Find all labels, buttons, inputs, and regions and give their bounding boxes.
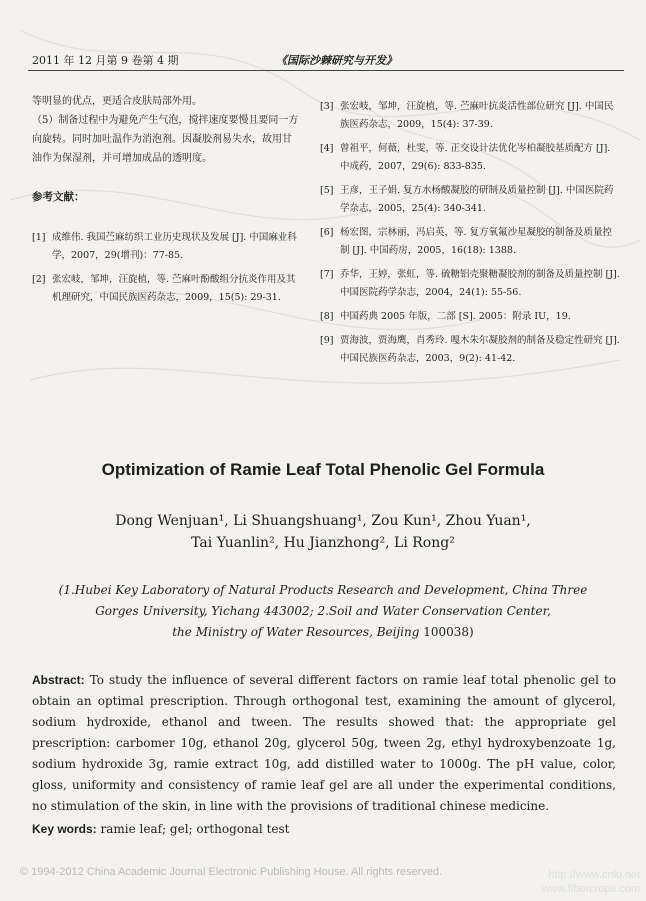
reference-text: 杨宏图，宗林丽，冯启英，等. 复方氧氟沙星凝胶的制备及质量控制 [J]. 中国药房，2005，16(18): 1388.: [340, 227, 613, 256]
reference-item: [32, 271, 300, 307]
affiliation-line: Gorges University, Yichang 443002; 2.Soil and Water Conservation Center,: [95, 604, 551, 618]
reference-number: [5]: [320, 185, 334, 196]
postal-code: 100038): [419, 625, 474, 639]
reference-item: [320, 224, 620, 260]
abstract-text: To study the influence of several different factors on ramie leaf total phenolic gel to obtain an optimal prescription. Through orthogonal test, examining the amount of glycerol, sodium hydroxide, ethanol and tween. The results showed that: the appropriate gel prescription: carbomer 10g, ethanol 20g, glycerol 50g, tween 2g, ethyl hydroxybenzoate 1g, sodium hydroxide 3g, ramie extract 10g, add distilled water to 1000g. The pH value, color, gloss, uniformity and consistency of ramie leaf gel are all under the experimental conditions, no stimulation of the skin, in line with the provisions of traditional chinese medicine.: [32, 673, 616, 813]
affiliation-text: the Ministry of Water Resources, Beijing: [172, 625, 420, 639]
author-line: Dong Wenjuan¹, Li Shuangshuang¹, Zou Kun¹, Zhou Yuan¹,: [115, 513, 531, 529]
affiliations: [40, 580, 606, 643]
reference-text: 贾海波，贾海鹰，肖秀玲. 嘎木朱尔凝胶剂的制备及稳定性研究 [J]. 中国民族医药杂志，2003，9(2): 41-42.: [340, 335, 620, 364]
reference-item: [320, 140, 620, 176]
reference-text: 张宏岐，邹坤，汪旋植，等. 苎麻叶酚酸组分抗炎作用及其机理研究，中国民族医药杂志，2009，15(5): 29-31.: [52, 274, 296, 303]
reference-item: [320, 308, 620, 326]
keywords-text: ramie leaf; gel; orthogonal test: [96, 822, 290, 836]
abstract: [32, 670, 616, 817]
reference-item: [32, 229, 300, 265]
watermark-text: www.fibercrops.com: [541, 883, 640, 895]
body-paragraph: （5）制备过程中为避免产生气泡，搅拌速度要慢且要同一方向旋转。同时加吐温作为消泡剂。因凝胶剂易失水，故用甘油作为保湿剂，并可增加成品的透明度。: [32, 115, 299, 164]
body-paragraph: 等明显的优点，更适合皮肤局部外用。: [32, 96, 202, 107]
reference-number: [6]: [320, 227, 334, 238]
reference-text: 张宏岐，邹坤，汪旋植，等. 苎麻叶抗炎活性部位研究 [J]. 中国民族医药杂志，2009，15(4): 37-39.: [340, 101, 614, 130]
reference-item: [320, 98, 620, 134]
reference-text: 中国药典 2005 年版，二部 [S]. 2005：附录 IU，19.: [340, 311, 571, 322]
affiliation-line: (1.Hubei Key Laboratory of Natural Products Research and Development, China Three: [58, 583, 588, 597]
reference-text: 乔华，王婷，张虹，等. 硫糖铝壳聚糖凝胶剂的制备及质量控制 [J]. 中国医院药学杂志，2004，24(1): 55-56.: [340, 269, 620, 298]
keywords-label: Key words:: [32, 822, 97, 836]
article-title: Optimization of Ramie Leaf Total Phenolic Gel Formula: [101, 460, 545, 479]
right-column: [320, 92, 620, 372]
author-list: [60, 510, 586, 554]
reference-number: [8]: [320, 311, 334, 322]
running-header: [28, 52, 624, 71]
reference-number: [2]: [32, 274, 46, 285]
reference-text: 成维伟. 我国苎麻纺织工业历史现状及发展 [J]. 中国麻业科学，2007，29(增刊)：77-85.: [52, 232, 297, 261]
abstract-label: Abstract:: [32, 673, 85, 687]
site-url: http://www.cnki.net: [548, 869, 640, 881]
reference-number: [9]: [320, 335, 334, 346]
affiliation-line: [40, 622, 606, 643]
issue-info: 2011 年 12 月第 9 卷第 4 期: [32, 54, 179, 67]
reference-item: [320, 332, 620, 368]
journal-name: 《国际沙棘研究与开发》: [276, 54, 397, 67]
reference-number: [1]: [32, 232, 46, 243]
author-line: Tai Yuanlin², Hu Jianzhong², Li Rong²: [191, 535, 455, 551]
left-column: [32, 92, 300, 307]
reference-number: [3]: [320, 101, 334, 112]
reference-number: [7]: [320, 269, 334, 280]
reference-number: [4]: [320, 143, 334, 154]
reference-text: 曾祖平，何薇，杜雯，等. 正交设计法优化岑柏凝胶基质配方 [J]. 中成药，2007，29(6): 833-835.: [340, 143, 611, 172]
keywords: [32, 822, 616, 836]
site-watermark: [470, 868, 640, 896]
reference-item: [320, 266, 620, 302]
reference-text: 王彦，王子娟. 复方水杨酸凝胶的研制及质量控制 [J]. 中国医院药学杂志，2005，25(4): 340-341.: [340, 185, 614, 214]
references-heading: 参考文献：: [32, 191, 85, 203]
reference-item: [320, 182, 620, 218]
copyright-text: © 1994-2012 China Academic Journal Electronic Publishing House. All rights reserved.: [20, 866, 443, 878]
